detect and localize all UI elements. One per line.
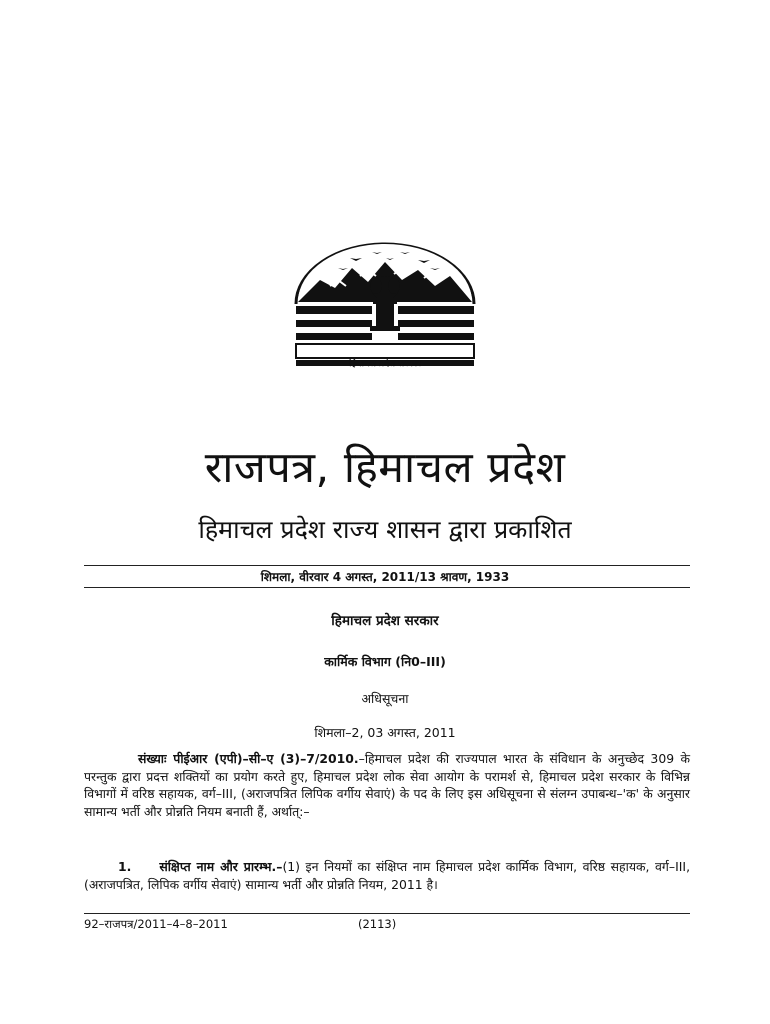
- rule-top: [84, 565, 690, 566]
- notification-paragraph: [84, 750, 690, 820]
- rule-bottom: [84, 587, 690, 588]
- rule-1-paragraph: [84, 858, 690, 893]
- government-heading: हिमाचल प्रदेश सरकार: [331, 613, 439, 629]
- state-emblem: [290, 240, 480, 376]
- footer-reference: 92–राजपत्र/2011–4–8–2011: [84, 917, 228, 931]
- gazette-subtitle: हिमाचल प्रदेश राज्य शासन द्वारा प्रकाशित: [198, 515, 572, 544]
- department-heading: कार्मिक विभाग (नि0–III): [324, 654, 446, 669]
- page-number: (2113): [358, 917, 397, 931]
- rule-text: (1) इन नियमों का संक्षिप्त नाम हिमाचल प्रदेश कार्मिक विभाग, वरिष्ठ सहायक, वर्ग–III, (अराजपत्रित, लिपिक वर्गीय सेवाएं) सामान्य भर्ती और प्रोन्नति नियम, 2011 है।: [84, 859, 691, 892]
- rule-number: 1.: [118, 859, 132, 874]
- notification-text: –हिमाचल प्रदेश की राज्यपाल भारत के संविधान के अनुच्छेद 309 के परन्तुक द्वारा प्रदत्त शक्तियों का प्रयोग करते हुए, हिमाचल प्रदेश लोक सेवा आयोग के परामर्श से, हिमाचल प्रदेश सरकार के विभिन्न विभागों में वरिष्ठ सहायक, वर्ग–III, (अराजपत्रित लिपिक वर्गीय सेवाएं) के पद के लिए इस अधिसूचना से संलग्न उपाबन्ध–'क' के अनुसार सामान्य भर्ती और प्रोन्नति नियम बनाती हैं, अर्थात्:–: [84, 751, 690, 819]
- gazette-title: राजपत्र, हिमाचल प्रदेश: [204, 443, 566, 493]
- footer-rule: [84, 913, 690, 914]
- issue-dateline: शिमला, वीरवार 4 अगस्त, 2011/13 श्रावण, 1933: [260, 570, 510, 584]
- emblem-caption: हिमाचल प्रदेश सरकार: [349, 359, 421, 369]
- place-date: शिमला–2, 03 अगस्त, 2011: [314, 725, 456, 740]
- notification-heading: अधिसूचना: [361, 691, 409, 706]
- notification-reference: संख्याः पीईआर (एपी)–सी–ए (3)–7/2010.: [138, 751, 359, 766]
- rule-heading: संक्षिप्त नाम और प्रारम्भ.–: [159, 859, 283, 874]
